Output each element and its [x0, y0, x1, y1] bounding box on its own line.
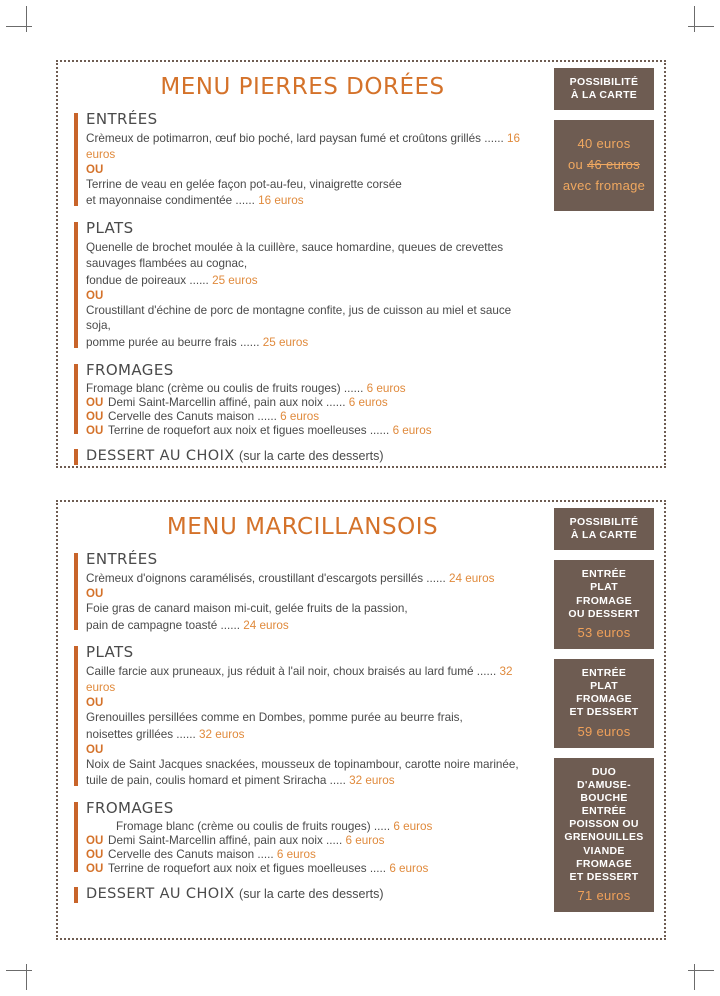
dish-line: Croustillant d'échine de porc de montagne confite, jus de cuisson au miel et sauce soja,: [86, 303, 512, 333]
dish-line: Noix de Saint Jacques snackées, mousseux de topinambour, carotte noire marinée,: [86, 757, 519, 771]
dish-price: 6 euros: [276, 848, 316, 862]
box-line: ENTRÉE: [581, 667, 627, 679]
crop-mark: [26, 964, 27, 990]
box-price-options: [554, 120, 654, 210]
section-heading: PLATS: [86, 643, 134, 662]
box-line: PLAT: [590, 680, 618, 693]
section-dessert: [74, 885, 531, 903]
crop-mark: [26, 6, 27, 32]
dish-line: OU Cervelle des Canuts maison ..... 6 euros: [86, 848, 316, 862]
box-line: POSSIBILITÉ: [569, 516, 639, 528]
box-price: 59 euros: [577, 723, 631, 739]
menu-block-pierres-dorees: [56, 60, 666, 475]
crop-mark: [6, 26, 32, 27]
dish-line: Fromage blanc (crème ou coulis de fruits rouges) ...... 6 euros: [86, 381, 406, 395]
section-dessert: [74, 447, 531, 465]
dish-price: 32 euros: [199, 727, 245, 741]
dish-line: et mayonnaise condimentée ...... 16 euros: [86, 194, 304, 208]
box-possibilite-carte: [554, 68, 654, 110]
section-heading: ENTRÉES: [86, 550, 158, 568]
box-line: À LA CARTE: [570, 89, 638, 102]
dish-price: 6 euros: [389, 862, 429, 876]
dish-line: Fromage blanc (crème ou coulis de fruits rouges) ..... 6 euros: [116, 820, 433, 834]
box-line: POISSON OU: [569, 818, 639, 831]
box-line: VIANDE: [583, 844, 625, 857]
box-formule-59: [554, 659, 654, 748]
menu-side-boxes: [554, 508, 654, 922]
ou-separator: OU: [86, 587, 104, 600]
crop-mark: [688, 26, 714, 27]
dish-price: 24 euros: [243, 618, 289, 632]
dish-line: OU Demi Saint-Marcellin affiné, pain aux noix ..... 6 euros: [86, 834, 385, 848]
crop-mark: [694, 964, 695, 990]
ou-separator: OU: [86, 863, 104, 876]
box-line: D'AMUSE-: [577, 778, 631, 791]
dish-price: 6 euros: [392, 423, 432, 437]
dish-price: 16 euros: [258, 194, 304, 208]
menu-content: [56, 60, 531, 465]
box-line: ET DESSERT: [569, 706, 639, 719]
box-line: avec fromage: [562, 177, 646, 193]
box-line: PLAT: [590, 581, 618, 594]
dish-price: 6 euros: [280, 409, 320, 423]
menu-title: MENU MARCILLANSOIS: [166, 514, 439, 540]
dish-price: 6 euros: [348, 395, 388, 409]
dish-line: Crèmeux de potimarron, œuf bio poché, lard paysan fumé et croûtons grillés ...... 16 euros: [86, 132, 520, 161]
dish-price: 24 euros: [449, 572, 495, 585]
section-heading: PLATS: [86, 219, 134, 238]
dish-line: OU Terrine de roquefort aux noix et figues moelleuses ..... 6 euros: [86, 862, 429, 876]
box-line: FROMAGE: [576, 857, 632, 870]
crop-mark: [688, 970, 714, 971]
ou-separator: OU: [86, 289, 104, 302]
dish-line: pomme purée au beurre frais ...... 25 euros: [86, 336, 309, 350]
dish-line: Foie gras de canard maison mi-cuit, gelée fruits de la passion,: [86, 601, 408, 615]
box-price: 53 euros: [577, 624, 631, 640]
dish-line: Quenelle de brochet moulée à la cuillère, sauce homardine, queues de crevettes sauvages flambées au cognac,: [86, 241, 504, 270]
dish-price: 25 euros: [262, 336, 309, 350]
box-line: BOUCHE: [580, 792, 628, 804]
box-line: OU DESSERT: [568, 607, 640, 620]
section-plats: [74, 643, 531, 789]
dish-line: Crèmeux d'oignons caramélisés, croustillant d'escargots persillés ...... 24 euros: [86, 572, 495, 585]
dessert-heading: DESSERT AU CHOIX: [86, 886, 235, 903]
section-fromages: [74, 361, 531, 437]
menu-title: MENU PIERRES DORÉES: [160, 74, 445, 100]
ou-separator: OU: [86, 696, 104, 709]
dish-line: noisettes grillées ...... 32 euros: [86, 727, 245, 741]
box-formule-71: [554, 758, 654, 912]
dessert-heading: DESSERT AU CHOIX: [86, 447, 235, 464]
dish-line: OU Terrine de roquefort aux noix et figues moelleuses ...... 6 euros: [86, 423, 432, 437]
section-heading: FROMAGES: [86, 799, 174, 818]
section-fromages: [74, 799, 531, 875]
section-entrees: [74, 550, 531, 633]
box-formule-53: [554, 560, 654, 649]
box-possibilite-carte: [554, 508, 654, 550]
menu-content: [56, 500, 531, 903]
dish-line: OU Cervelle des Canuts maison ...... 6 euros: [86, 409, 320, 423]
box-line: À LA CARTE: [570, 529, 638, 542]
dish-line: pain de campagne toasté ...... 24 euros: [86, 618, 289, 632]
dish-price: 25 euros: [212, 273, 258, 287]
box-line: ENTRÉE: [581, 805, 627, 818]
ou-separator: OU: [86, 396, 104, 409]
dish-line: OU Demi Saint-Marcellin affiné, pain aux noix ...... 6 euros: [86, 395, 388, 409]
section-plats: [74, 219, 531, 351]
dessert-note: (sur la carte des desserts): [239, 887, 384, 902]
box-line: FROMAGE: [576, 594, 632, 607]
dish-price: 6 euros: [366, 381, 406, 395]
box-line: ou 46 euros: [568, 157, 640, 173]
section-entrees: [74, 110, 531, 209]
dish-price: 6 euros: [393, 820, 433, 834]
crop-mark: [694, 6, 695, 32]
box-line: FROMAGE: [576, 693, 632, 706]
dish-price: 32 euros: [86, 665, 513, 695]
dish-line: Caille farcie aux pruneaux, jus réduit à l'ail noir, choux braisés au lard fumé ...... 32 euros: [86, 665, 513, 695]
box-line: GRENOUILLES: [564, 831, 644, 844]
ou-separator: OU: [86, 424, 104, 437]
dish-line: Grenouilles persillées comme en Dombes, pomme purée au beurre frais,: [86, 710, 463, 724]
box-line: POSSIBILITÉ: [569, 76, 639, 88]
dish-line: Terrine de veau en gelée façon pot-au-feu, vinaigrette corsée: [86, 177, 402, 191]
box-line: ET DESSERT: [569, 870, 639, 883]
menu-block-marcillansois: [56, 500, 666, 913]
box-line: DUO: [591, 765, 617, 778]
section-heading: FROMAGES: [86, 360, 174, 379]
dish-price: 16 euros: [86, 132, 520, 161]
box-price: 71 euros: [577, 887, 631, 903]
dessert-note: (sur la carte des desserts): [239, 448, 384, 463]
menu-side-boxes: [554, 68, 654, 221]
dish-line: fondue de poireaux ...... 25 euros: [86, 273, 258, 287]
ou-separator: OU: [86, 849, 104, 862]
ou-separator: OU: [86, 743, 104, 756]
section-heading: ENTRÉES: [86, 110, 158, 128]
ou-separator: OU: [86, 835, 104, 848]
crop-mark: [6, 970, 32, 971]
dish-line: tuile de pain, coulis homard et piment Sriracha ..... 32 euros: [86, 774, 395, 788]
dish-price: 6 euros: [345, 834, 385, 848]
ou-separator: OU: [86, 410, 104, 423]
box-line: ENTRÉE: [581, 568, 627, 581]
ou-separator: OU: [86, 163, 104, 176]
dish-price: 32 euros: [349, 774, 395, 788]
box-line: 40 euros: [577, 136, 631, 152]
